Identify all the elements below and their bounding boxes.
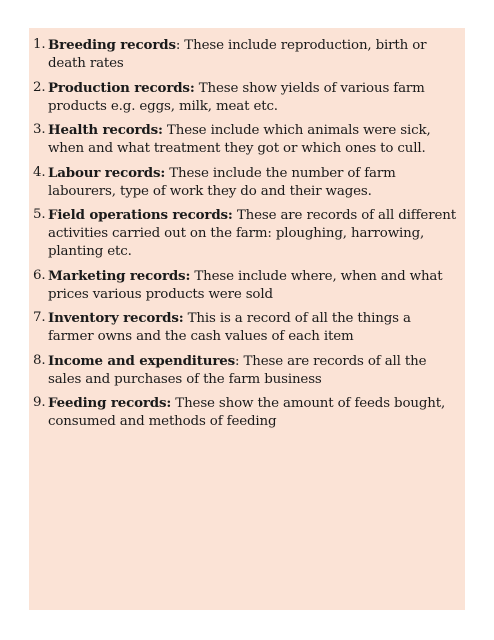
list-item-feeding-records: [33, 394, 459, 431]
list-item-inventory-records: [33, 309, 459, 346]
record-description: These show yields of various farm products e.g. eggs, milk, meat etc.: [48, 80, 425, 114]
farm-records-list: [33, 36, 459, 431]
record-description: : These are records of all the sales and purchases of the farm business: [48, 353, 427, 387]
list-number: 3.: [33, 122, 46, 137]
list-item-health-records: [33, 121, 459, 158]
list-item-marketing-records: [33, 267, 459, 304]
record-description: These include where, when and what prices various products were sold: [48, 268, 443, 302]
list-number: 2.: [33, 79, 46, 95]
list-number: 1.: [33, 37, 46, 52]
list-number: 6.: [33, 267, 46, 283]
record-title: Breeding records: [48, 37, 176, 53]
record-description: : These include reproduction, birth or death rates: [48, 38, 427, 71]
record-title: Health records:: [48, 122, 163, 138]
list-number: 4.: [33, 164, 46, 180]
list-number: 9.: [33, 395, 46, 410]
records-panel: [29, 28, 465, 610]
list-number: 5.: [33, 207, 46, 222]
record-title: Income and expenditures: [48, 352, 236, 369]
list-item-labour-records: [33, 164, 459, 201]
list-item-field-operations-records: [33, 206, 459, 261]
record-title: Production records:: [48, 79, 195, 96]
record-description: These show the amount of feeds bought, consumed and methods of feeding: [48, 396, 446, 429]
record-title: Labour records:: [48, 164, 166, 181]
record-description: This is a record of all the things a farmer owns and the cash values of each item: [48, 311, 411, 344]
record-description: These include which animals were sick, when and what treatment they got or which ones to cull.: [48, 123, 431, 156]
list-number: 7.: [33, 310, 46, 325]
record-title: Inventory records:: [48, 310, 184, 326]
record-title: Field operations records:: [48, 207, 233, 223]
record-description: These include the number of farm labourers, type of work they do and their wages.: [48, 165, 396, 199]
list-item-breeding-records: [33, 36, 459, 73]
record-description: These are records of all different activities carried out on the farm: ploughing, harrowing, planting etc.: [48, 208, 456, 259]
list-number: 8.: [33, 352, 46, 368]
list-item-income-and-expenditures: [33, 352, 459, 389]
record-title: Marketing records:: [48, 267, 191, 284]
record-title: Feeding records:: [48, 395, 172, 411]
list-item-production-records: [33, 79, 459, 116]
